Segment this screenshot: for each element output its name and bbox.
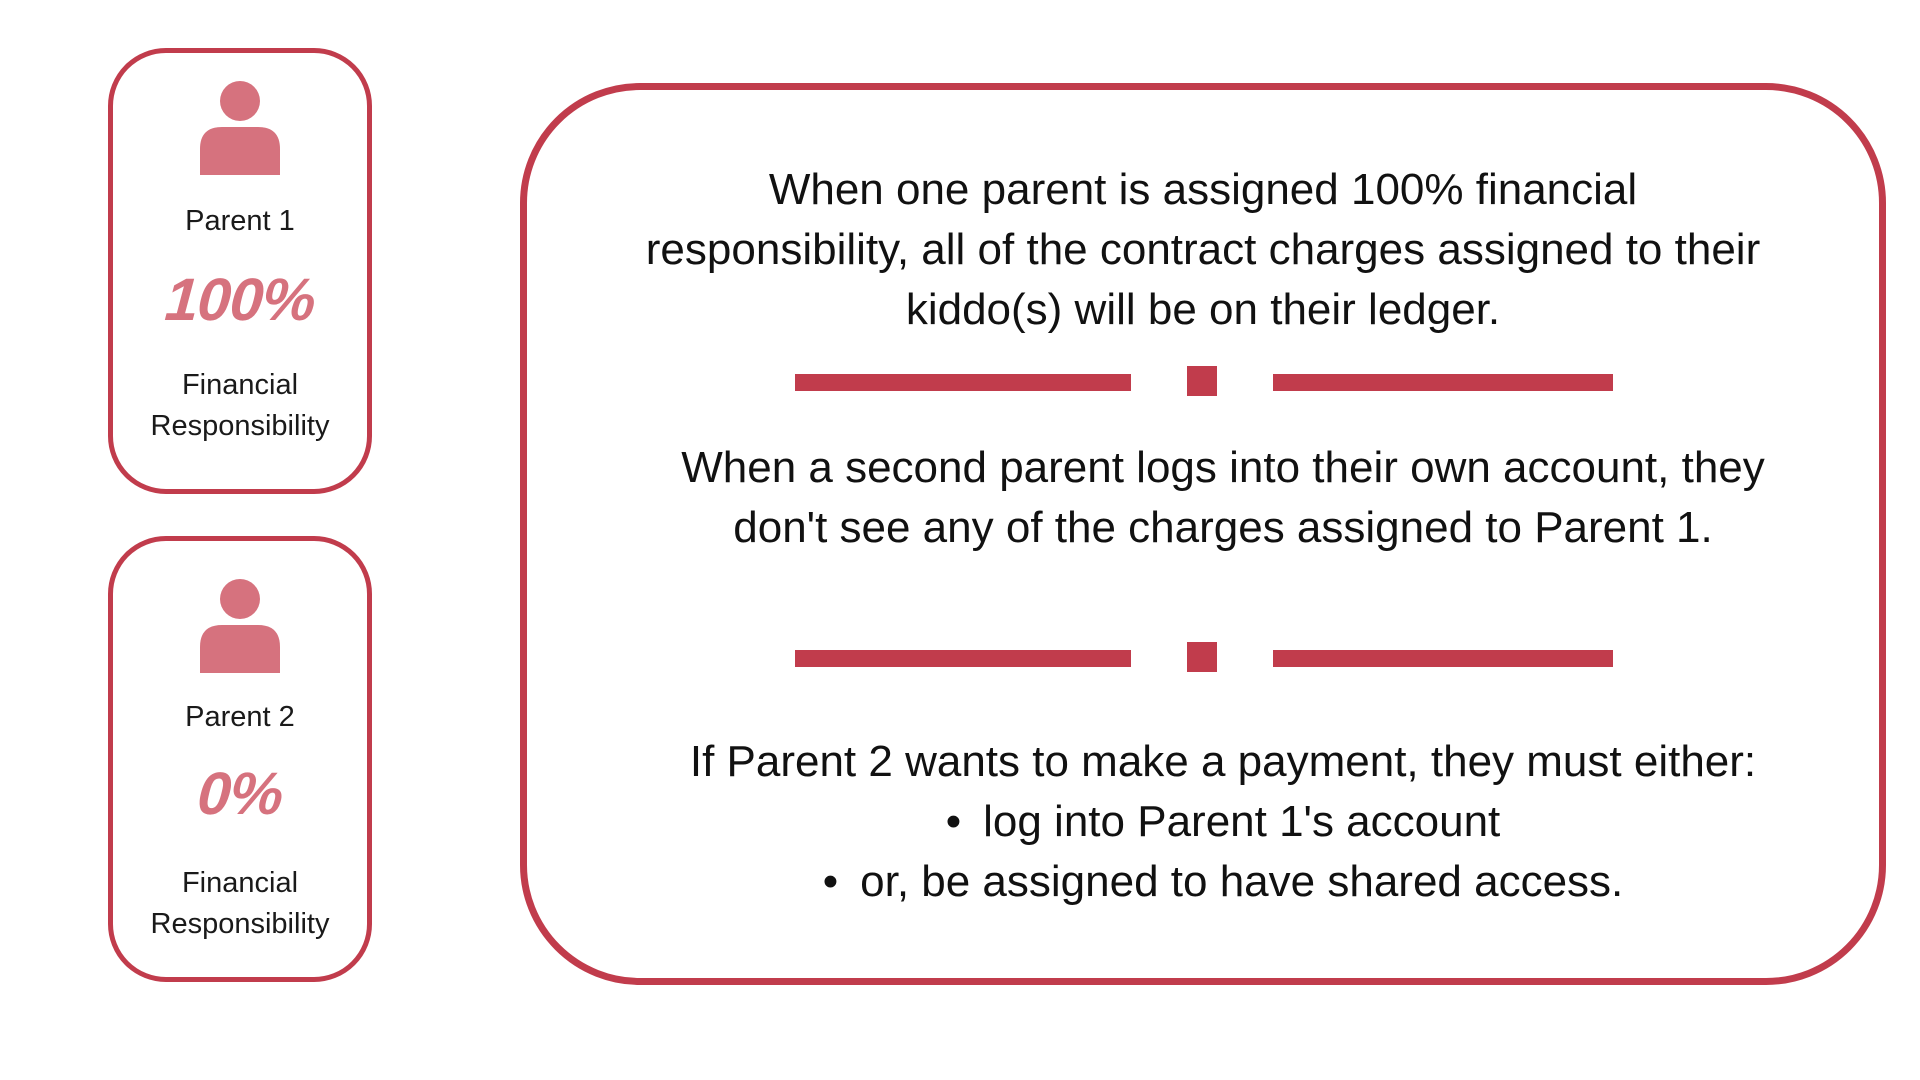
parent-2-card [108, 536, 372, 982]
financial-responsibility-label [113, 365, 367, 447]
financial-percentage: 0% [195, 760, 285, 827]
payment-options-list [567, 792, 1879, 912]
section-divider [795, 366, 1613, 396]
list-item: • log into Parent 1's account [567, 792, 1879, 852]
text-line: don't see any of the charges assigned to Parent 1. [733, 503, 1713, 552]
info-box [520, 83, 1886, 985]
label-line: Financial [181, 867, 299, 899]
text-line: When a second parent logs into their own account, they [681, 443, 1765, 492]
divider-bar [795, 374, 1131, 391]
text-line: kiddo(s) will be on their ledger. [905, 285, 1501, 334]
text-line: When one parent is assigned 100% financial [768, 165, 1638, 214]
divider-bar [1273, 374, 1613, 391]
financial-percentage: 100% [162, 266, 318, 333]
paragraph-payment-options [567, 732, 1879, 912]
paragraph-second-parent [567, 438, 1879, 558]
section-divider [795, 642, 1613, 672]
label-line: Responsibility [150, 908, 330, 940]
label-line: Responsibility [150, 410, 330, 442]
divider-bar [1273, 650, 1613, 667]
label-line: Financial [181, 369, 299, 401]
text-line: responsibility, all of the contract charges assigned to their [645, 225, 1761, 274]
financial-responsibility-label [113, 863, 367, 945]
parent-name: Parent 1 [185, 205, 295, 237]
parent-1-card [108, 48, 372, 494]
paragraph-full-responsibility [527, 160, 1879, 340]
person-icon [200, 579, 280, 673]
list-item: • or, be assigned to have shared access. [567, 852, 1879, 912]
divider-square [1187, 366, 1217, 396]
text-line: If Parent 2 wants to make a payment, they must either: [689, 737, 1757, 786]
parent-name: Parent 2 [185, 701, 295, 733]
divider-square [1187, 642, 1217, 672]
person-icon [200, 81, 280, 175]
divider-bar [795, 650, 1131, 667]
